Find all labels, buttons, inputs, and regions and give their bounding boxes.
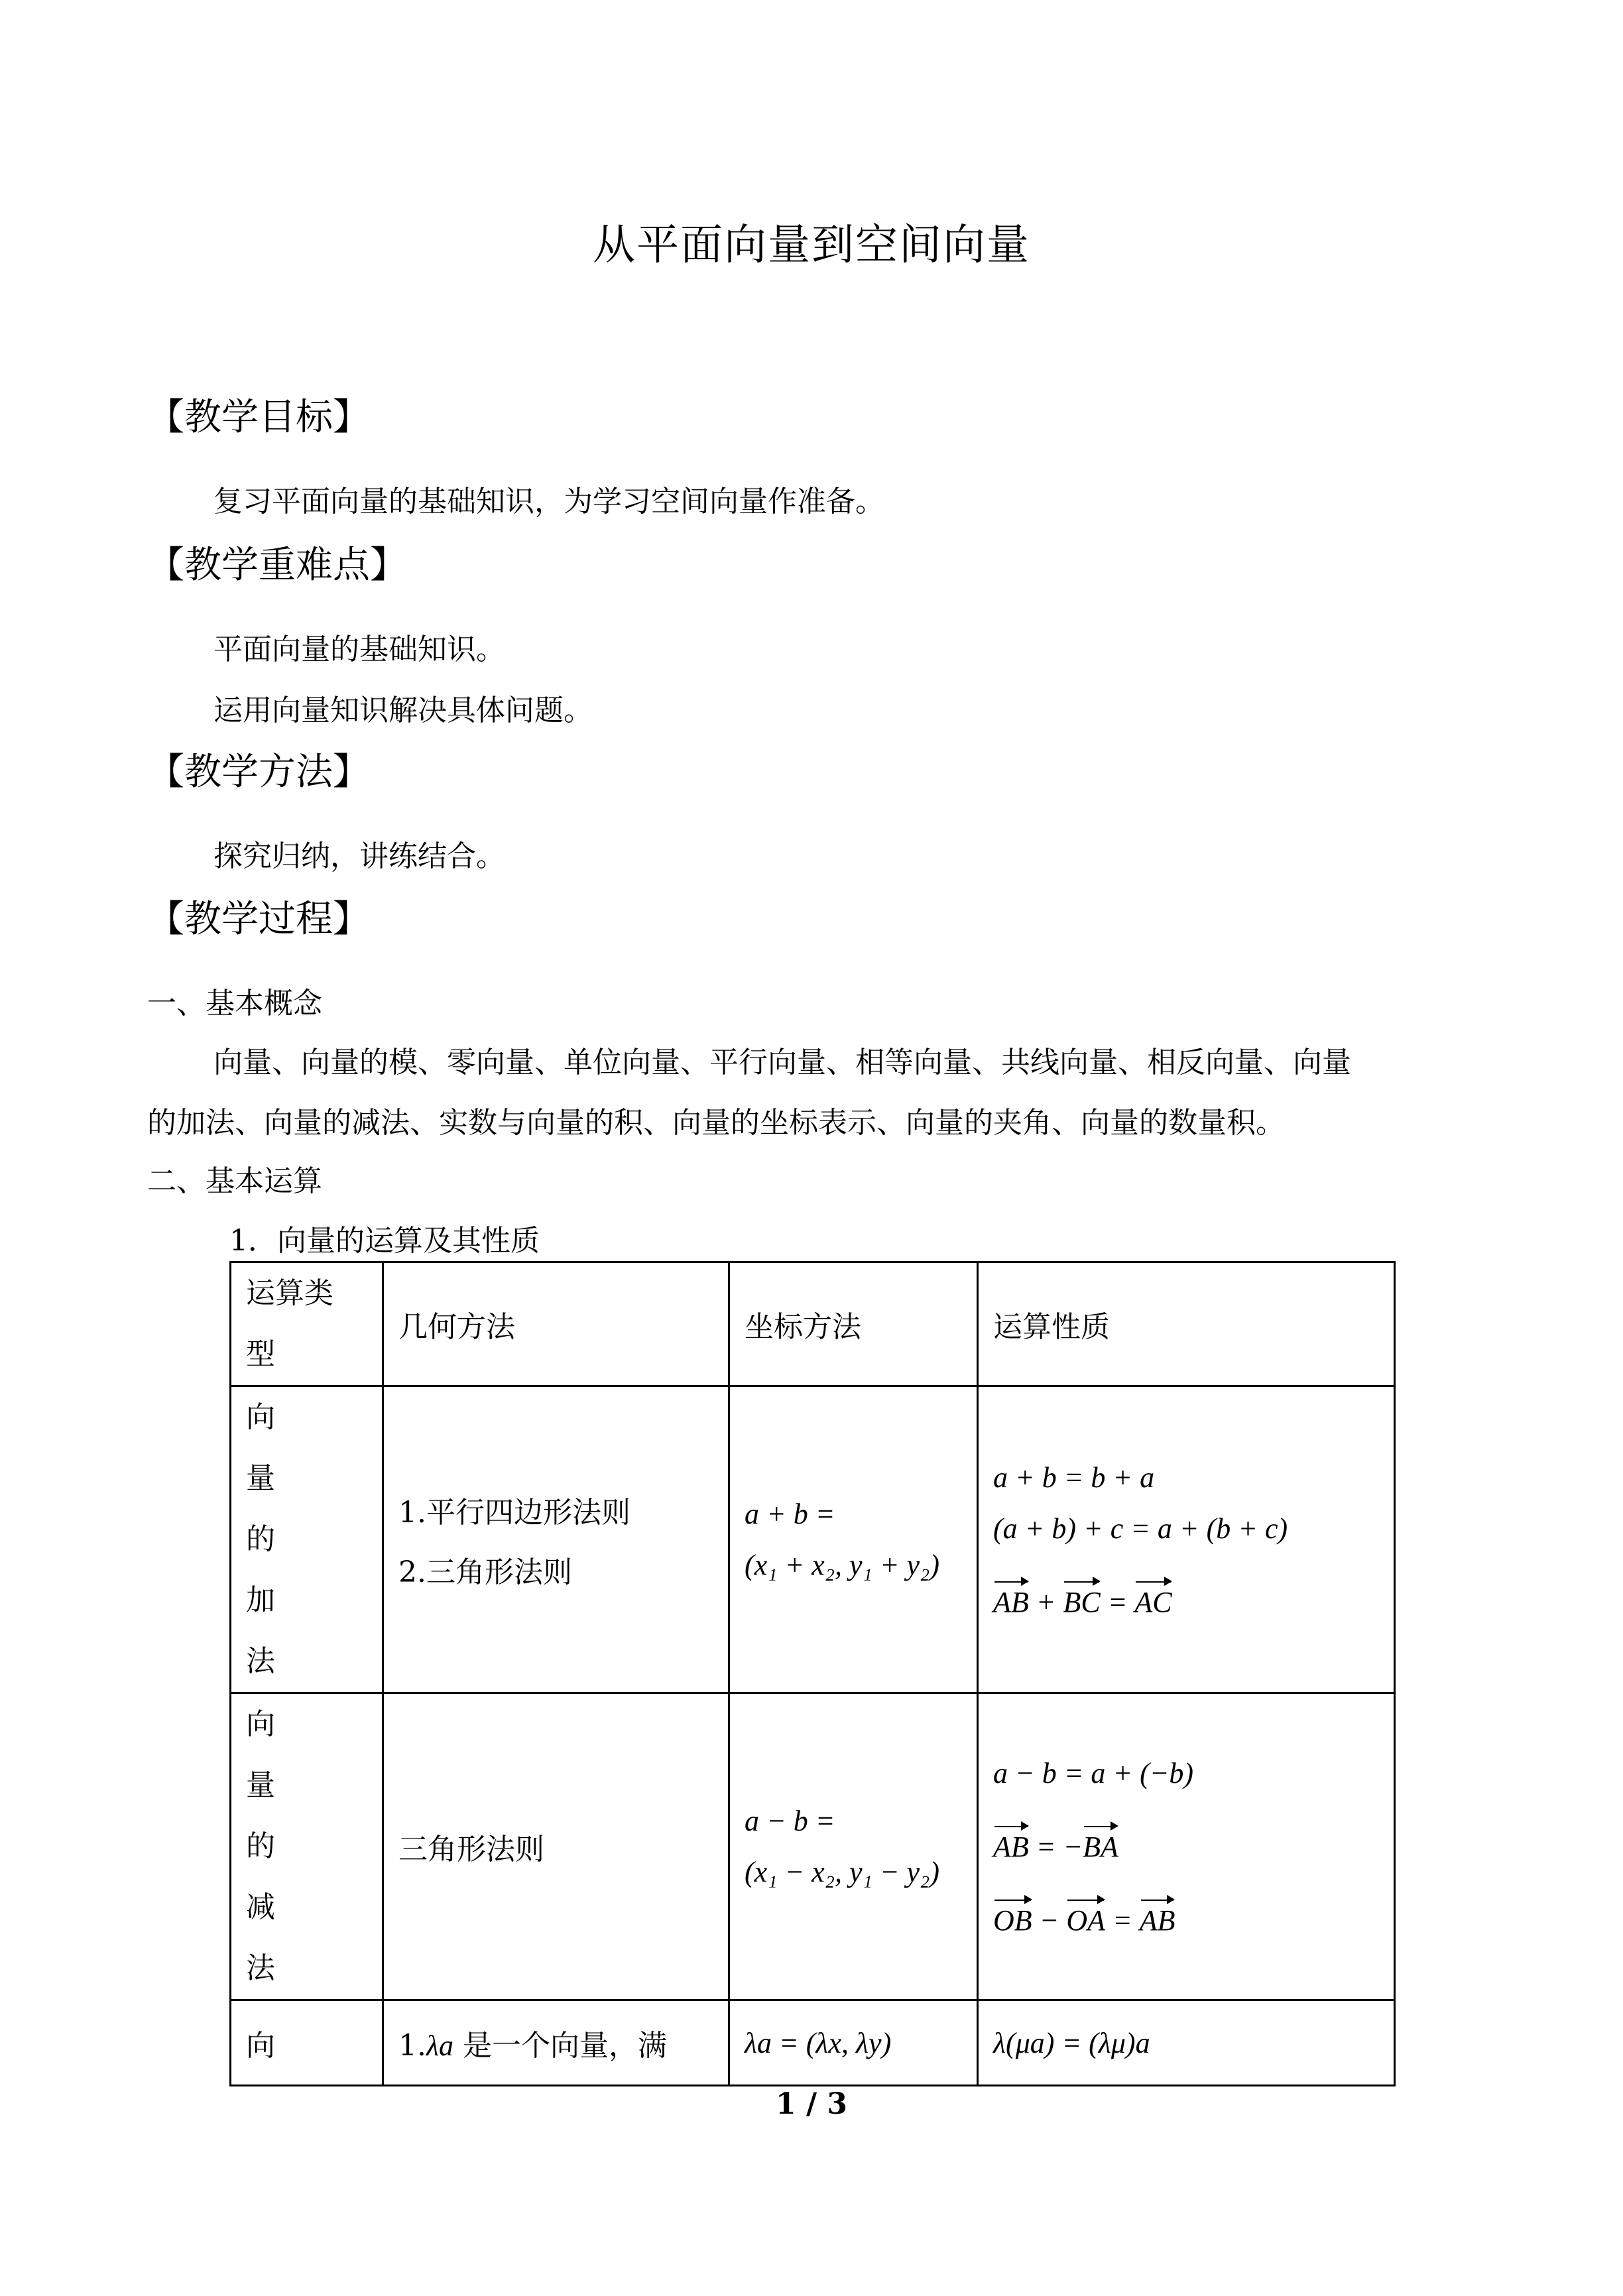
concepts-heading: 一、基本概念 [147,987,322,1020]
operator: = [1100,1585,1135,1618]
addition-type-char: 的 [246,1522,275,1556]
header-geometric: 几何方法 [383,1262,729,1386]
addition-geo-line-2: 2.三角形法则 [398,1555,572,1589]
subtraction-coord-line-1: a − b = [745,1805,835,1837]
scalar-type-cell: 向 [231,2000,383,2086]
addition-properties-cell [978,1386,1395,1693]
subtraction-type-char: 减 [246,1890,275,1924]
subtraction-geometric-cell: 三角形法则 [383,1693,729,2000]
subtraction-coordinate-cell [729,1693,978,2000]
subtraction-type-cell [231,1693,383,2000]
vector-ob: OB [993,1903,1032,1937]
header-properties: 运算性质 [978,1262,1395,1386]
addition-commutative: a + b = b + a [993,1461,1155,1494]
heading-teaching-process: 【教学过程】 [147,898,370,941]
addition-type-cell [231,1386,383,1693]
addition-type-char: 加 [246,1583,275,1617]
scalar-properties-cell: λ(μa) = (λμ)a [978,2000,1395,2086]
operator: + [1028,1585,1063,1618]
addition-geo-line-1: 1.平行四边形法则 [398,1496,631,1530]
operator: − [1032,1903,1067,1937]
header-operation-type [231,1262,383,1386]
header-type-line-2: 型 [246,1337,275,1371]
concepts-line-1: 向量、向量的模、零向量、单位向量、平行向量、相等向量、共线向量、相反向量、向量 [213,1046,1351,1079]
subtraction-type-char: 法 [246,1951,275,1985]
operator: = − [1028,1830,1083,1863]
vector-ac: AC [1134,1585,1172,1618]
subtraction-properties-cell [978,1693,1395,2000]
header-coordinate: 坐标方法 [729,1262,978,1386]
subtraction-origin-rule [993,1903,1379,1937]
addition-coord-line-2: (x₁ + x₂, y₁ + y₂) [745,1549,939,1581]
addition-type-char: 向 [246,1400,275,1434]
vector-oa: OA [1066,1903,1106,1937]
operator: = [1105,1903,1140,1937]
vector-ab: AB [993,1585,1029,1618]
addition-triangle-rule [993,1585,1379,1619]
vector-ab: AB [1139,1903,1175,1937]
scalar-geo-prefix: 1. [398,2029,426,2063]
table-header-row [231,1262,1395,1386]
vector-ab: AB [993,1830,1029,1863]
addition-type-char: 法 [246,1644,275,1678]
scalar-geo-expression: λa [426,2029,454,2062]
subtraction-type-char: 向 [246,1707,275,1741]
scalar-geo-suffix: 是一个向量，满 [453,2029,668,2063]
goals-text: 复习平面向量的基础知识，为学习空间向量作准备。 [213,485,884,518]
addition-associative: (a + b) + c = a + (b + c) [993,1512,1288,1545]
addition-coord-line-1: a + b = [745,1498,835,1530]
concepts-line-2: 的加法、向量的减法、实数与向量的积、向量的坐标表示、向量的夹角、向量的数量积。 [147,1106,1285,1140]
methods-text: 探究归纳，讲练结合。 [213,839,505,873]
subtraction-definition: a − b = a + (−b) [993,1756,1194,1789]
addition-type-char: 量 [246,1461,275,1495]
key-points-line-1: 平面向量的基础知识。 [213,633,505,666]
addition-coordinate-cell [729,1386,978,1693]
vector-ba: BA [1083,1830,1118,1863]
heading-key-points: 【教学重难点】 [147,544,407,587]
subtraction-type-char: 的 [246,1829,275,1863]
subtraction-coord-line-2: (x₁ − x₂, y₁ − y₂) [745,1856,939,1888]
table-row-scalar-multiplication [231,2000,1395,2086]
vector-operations-table [229,1261,1396,2086]
header-type-line-1: 运算类 [246,1276,333,1310]
subtraction-type-char: 量 [246,1768,275,1802]
heading-teaching-goals: 【教学目标】 [147,396,370,439]
page-number: 1 / 3 [776,2087,847,2121]
operations-heading: 二、基本运算 [147,1164,322,1198]
document-title: 从平面向量到空间向量 [593,221,1030,270]
heading-teaching-methods: 【教学方法】 [147,751,370,794]
vector-bc: BC [1063,1585,1101,1618]
scalar-geometric-cell [383,2000,729,2086]
addition-geometric-cell [383,1386,729,1693]
table-row-subtraction [231,1693,1395,2000]
scalar-coordinate-cell: λa = (λx, λy) [729,2000,978,2086]
key-points-line-2: 运用向量知识解决具体问题。 [213,694,593,727]
subtraction-opposite-vector [993,1830,1379,1864]
operations-subheading: 1．向量的运算及其性质 [229,1224,540,1258]
table-row-addition [231,1386,1395,1693]
